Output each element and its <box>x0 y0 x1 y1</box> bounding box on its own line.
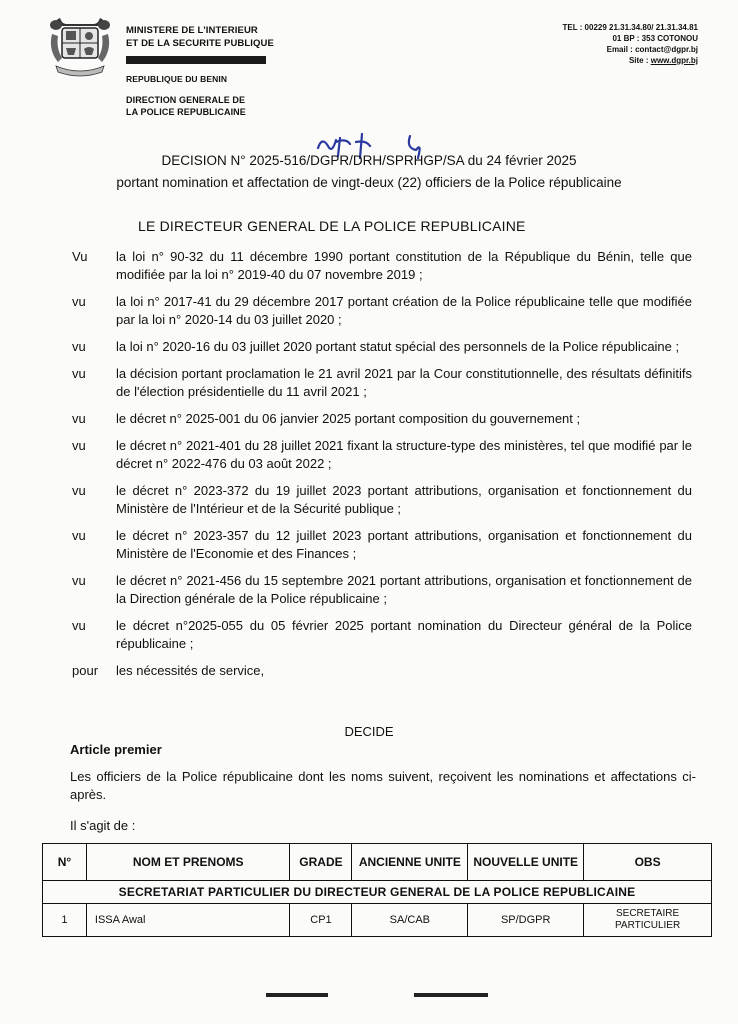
cell-name: ISSA Awal <box>86 904 290 937</box>
col-header-old-unit: ANCIENNE UNITE <box>352 844 468 881</box>
table-header-row <box>43 844 712 881</box>
col-header-new-unit: NOUVELLE UNITE <box>468 844 584 881</box>
cell-obs: SECRETAIRE PARTICULIER <box>584 904 712 937</box>
footer-mark-left <box>266 993 328 997</box>
article-intro: Les officiers de la Police républicaine dont les noms suivent, reçoivent les nominations et affectations ci-après. <box>70 769 696 802</box>
cell-new-unit: SP/DGPR <box>468 904 584 937</box>
consideration-item: pour les nécessités de service, <box>72 663 265 678</box>
consideration-item: vu le décret n° 2021-401 du 28 juillet 2021 fixant la structure-type des ministères, tel que modifié par le décret n° 2022-476 du 03 août 2022 ; <box>72 438 692 471</box>
contact-site: Site : www.dgpr.bj <box>628 56 698 65</box>
list-intro: Il s'agit de : <box>70 818 136 833</box>
consideration-item: Vu la loi n° 90-32 du 11 décembre 1990 portant constitution de la République du Bénin, telle que modifiée par la loi n° 2019-40 du 07 novembre 2019 ; <box>72 249 692 282</box>
issuer-title: LE DIRECTEUR GENERAL DE LA POLICE REPUBLICAINE <box>138 218 526 234</box>
article-heading: Article premier <box>70 742 162 757</box>
table-section-row <box>43 881 712 904</box>
contact-email: Email : contact@dgpr.bj <box>606 45 698 54</box>
col-header-number: N° <box>43 844 87 881</box>
redaction-bar <box>126 56 266 64</box>
cell-number: 1 <box>43 904 87 937</box>
contact-bp: 01 BP : 353 COTONOU <box>612 34 698 43</box>
decision-title <box>0 150 738 194</box>
contact-tel: TEL : 00229 21.31.34.80/ 21.31.34.81 <box>562 23 698 32</box>
consideration-item: vu le décret n° 2021-456 du 15 septembre 2021 portant attributions, organisation et fonctionnement de la Direction générale de la Police républicaine ; <box>72 573 692 606</box>
ministry-header <box>126 24 274 118</box>
footer-mark-right <box>414 993 488 997</box>
table-row <box>43 904 712 937</box>
consideration-item: vu le décret n° 2023-357 du 12 juillet 2023 portant attributions, organisation et fonctionnement du Ministère de l'Economie et des Finances ; <box>72 528 692 561</box>
consideration-item: vu la loi n° 2017-41 du 29 décembre 2017 portant création de la Police républicaine telle que modifiée par la loi n° 2020-14 du 03 juillet 2020 ; <box>72 294 692 327</box>
col-header-obs: OBS <box>584 844 712 881</box>
col-header-grade: GRADE <box>290 844 352 881</box>
decision-number: DECISION N° 2025-516/DGPR/DRH/SPRHGP/SA du 24 février 2025 <box>161 153 577 168</box>
cell-old-unit: SA/CAB <box>352 904 468 937</box>
republic-name: REPUBLIQUE DU BENIN <box>126 74 228 84</box>
ministry-name-line1: MINISTERE DE L'INTERIEUR <box>126 25 258 36</box>
direction-name: DIRECTION GENERALE DE LA POLICE REPUBLICAINE <box>126 95 246 117</box>
ministry-name-line2: ET DE LA SECURITE PUBLIQUE <box>126 38 274 49</box>
officers-table <box>42 843 712 937</box>
consideration-item: vu le décret n° 2023-372 du 19 juillet 2023 portant attributions, organisation et fonctionnement du Ministère de l'Intérieur et de la Sécurité publique ; <box>72 483 692 516</box>
consideration-item: vu le décret n°2025-055 du 05 février 2025 portant nomination du Directeur général de la Police républicaine ; <box>72 618 692 651</box>
decide-heading: DECIDE <box>344 724 394 739</box>
cell-grade: CP1 <box>290 904 352 937</box>
decision-subject: portant nomination et affectation de vingt-deux (22) officiers de la Police républicaine <box>116 175 622 190</box>
consideration-item: vu le décret n° 2025-001 du 06 janvier 2025 portant composition du gouvernement ; <box>72 411 581 426</box>
considerations-list <box>72 248 692 689</box>
section-title: SECRETARIAT PARTICULIER DU DIRECTEUR GENERAL DE LA POLICE REPUBLICAINE <box>43 881 712 904</box>
contact-block <box>562 22 698 66</box>
consideration-item: vu la décision portant proclamation le 21 avril 2021 par la Cour constitutionnelle, des résultats définitifs de l'élection présidentielle du 11 avril 2021 ; <box>72 366 692 399</box>
col-header-name: NOM ET PRENOMS <box>86 844 290 881</box>
consideration-item: vu la loi n° 2020-16 du 03 juillet 2020 portant statut spécial des personnels de la Police républicaine ; <box>72 339 680 354</box>
coat-of-arms-emblem <box>44 16 116 80</box>
